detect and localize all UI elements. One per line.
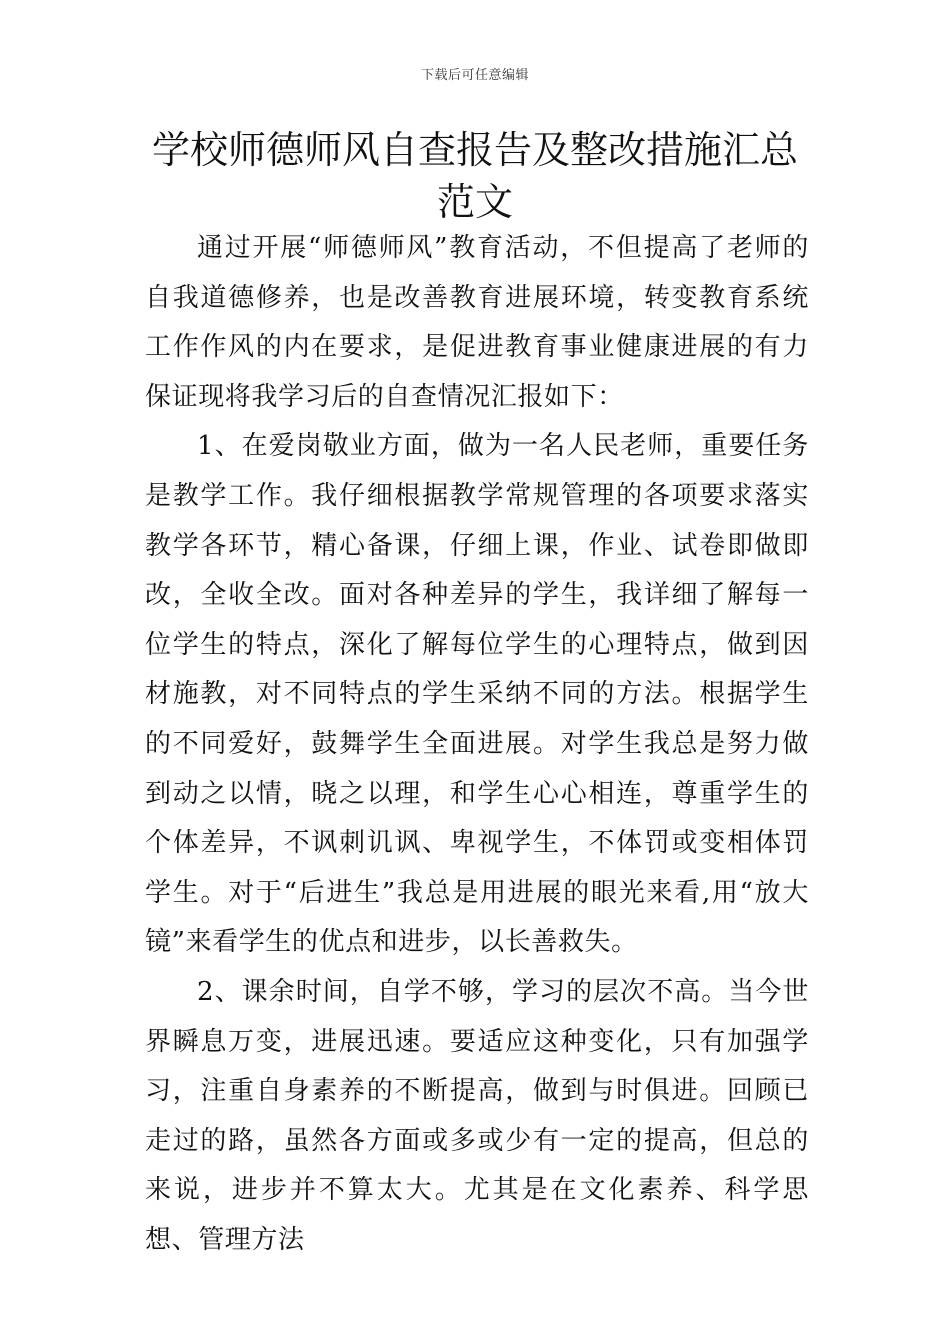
paragraph-item-2: 2、课余时间，自学不够，学习的层次不高。当今世界瞬息万变，进展迅速。要适应这种变化，只有加强学习，注重自身素养的不断提高，做到与时俱进。回顾已走过的路，虽然各方面或多或少有一定的提高，但总的来说，进步并不算太大。尤其是在文化素养、科学思想、管理方法 xyxy=(145,976,809,1255)
paragraph-item-1: 1、在爱岗敬业方面，做为一名人民老师，重要任务是教学工作。我仔细根据教学常规管理的各项要求落实教学各环节，精心备课，仔细上课，作业、试卷即做即改，全收全改。面对各种差异的学生，我详细了解每一位学生的特点，深化了解每位学生的心理特点，做到因材施教，对不同特点的学生采纳不同的方法。根据学生的不同爱好，鼓舞学生全面进展。对学生我总是努力做到动之以情，晓之以理，和学生心心相连，尊重学生的个体差异，不讽刺讥讽、卑视学生，不体罚或变相体罚学生。对于“后进生”我总是用进展的眼光来看,用“放大镜”来看学生的优点和进步，以长善救失。 xyxy=(145,431,809,958)
document-body xyxy=(145,224,809,1265)
document-title: 学校师德师风自查报告及整改措施汇总范文 xyxy=(151,128,798,224)
paragraph-intro: 通过开展“师德师风”教育活动，不但提高了老师的自我道德修养，也是改善教育进展环境，转变教育系统工作作风的内在要求，是促进教育事业健康进展的有力保证现将我学习后的自查情况汇报如下： xyxy=(145,233,809,412)
header-note: 下载后可任意编辑 xyxy=(420,68,529,83)
